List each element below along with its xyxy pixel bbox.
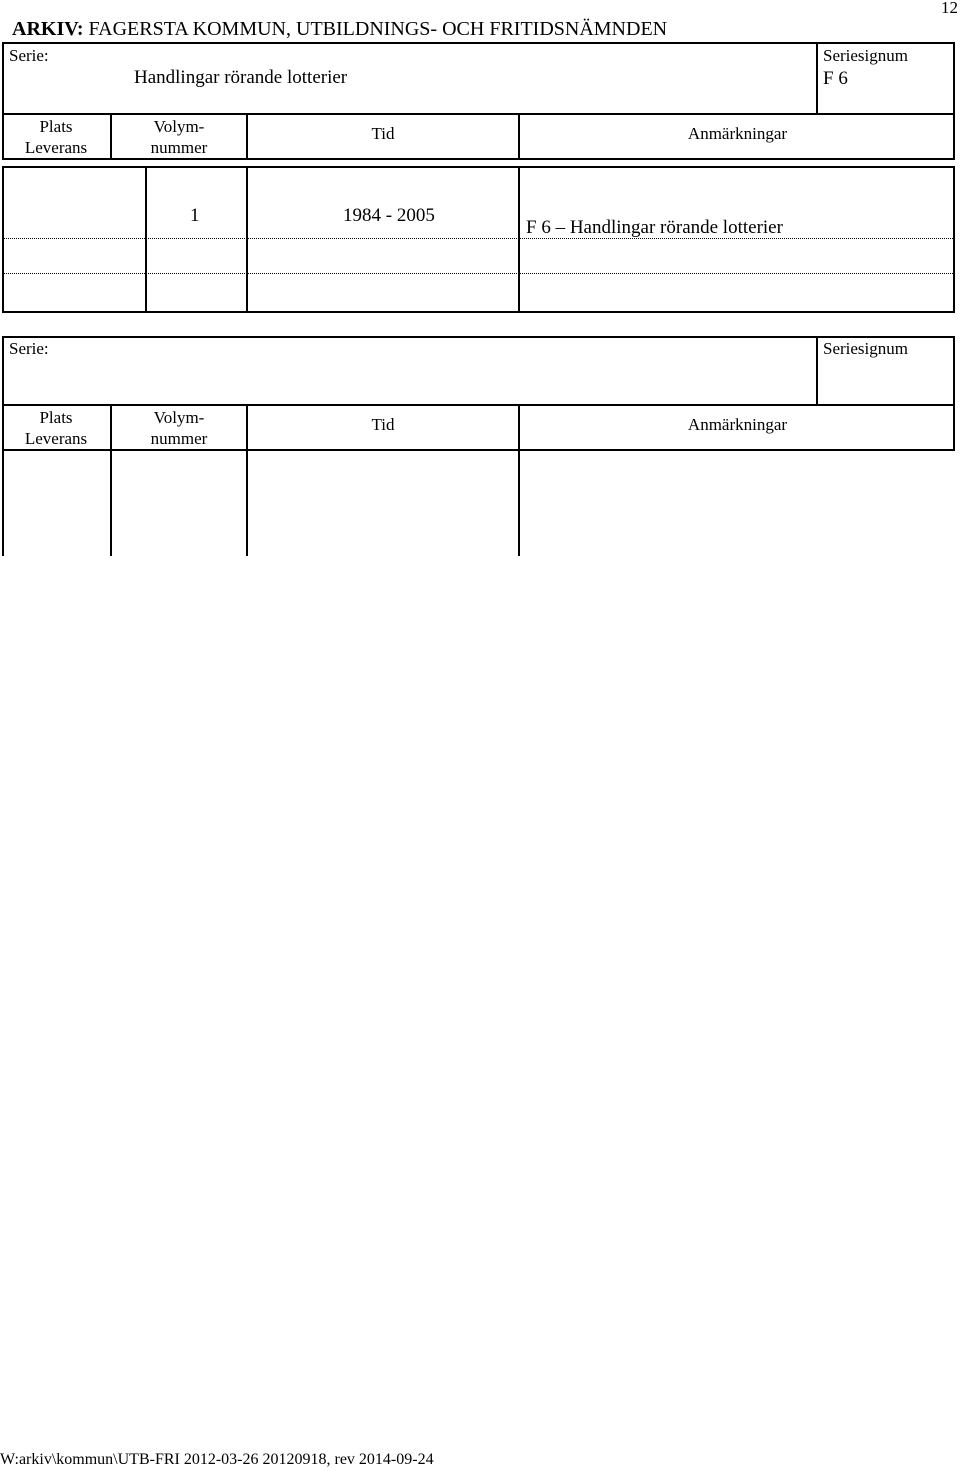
col-nummer: nummer — [150, 138, 208, 157]
serie-label-2: Serie: — [9, 339, 49, 358]
col-leverans: Leverans — [24, 138, 88, 157]
col-volym: Volym- — [153, 117, 205, 136]
body2-line-2 — [246, 449, 248, 556]
signum-divider — [816, 42, 818, 115]
col2-volym: Volym- — [153, 408, 205, 427]
body2-line-3 — [518, 449, 520, 556]
table-row-tid: 1984 - 2005 — [343, 205, 435, 226]
col-tid: Tid — [371, 124, 395, 143]
row-line-2 — [4, 273, 953, 274]
page-number: 12 — [941, 0, 958, 17]
archive-label: ARKIV: — [12, 18, 84, 40]
data-divider-2 — [246, 166, 248, 313]
col2-tid: Tid — [371, 415, 395, 434]
signum-label: Seriesignum — [823, 46, 908, 65]
data-divider-1 — [145, 166, 147, 313]
data-divider-3 — [518, 166, 520, 313]
archive-name: FAGERSTA KOMMUN, UTBILDNINGS- OCH FRITIDSNÄMNDEN — [88, 18, 668, 40]
signum-value: F 6 — [823, 68, 848, 89]
body2-line-1 — [110, 449, 112, 556]
signum-label-2: Seriesignum — [823, 339, 908, 358]
col2-leverans: Leverans — [24, 429, 88, 448]
col-plats: Plats — [39, 117, 73, 136]
signum-divider-2 — [816, 336, 818, 406]
row-line-1 — [4, 238, 953, 239]
archive-title — [12, 17, 667, 41]
col2-plats: Plats — [39, 408, 73, 427]
footer-path: W:arkiv\kommun\UTB-FRI 2012-03-26 20120918, rev 2014-09-24 — [0, 1451, 434, 1468]
col2-anmarkningar: Anmärkningar — [687, 415, 788, 434]
body2-line-0 — [2, 449, 4, 556]
serie-label: Serie: — [9, 46, 49, 65]
col-anmarkningar: Anmärkningar — [687, 124, 788, 143]
col2-nummer: nummer — [150, 429, 208, 448]
series-header-box-2 — [2, 336, 955, 406]
table-row-anmarkning: F 6 – Handlingar rörande lotterier — [526, 217, 783, 238]
table-row-volym: 1 — [190, 205, 200, 226]
serie-name: Handlingar rörande lotterier — [134, 67, 348, 88]
